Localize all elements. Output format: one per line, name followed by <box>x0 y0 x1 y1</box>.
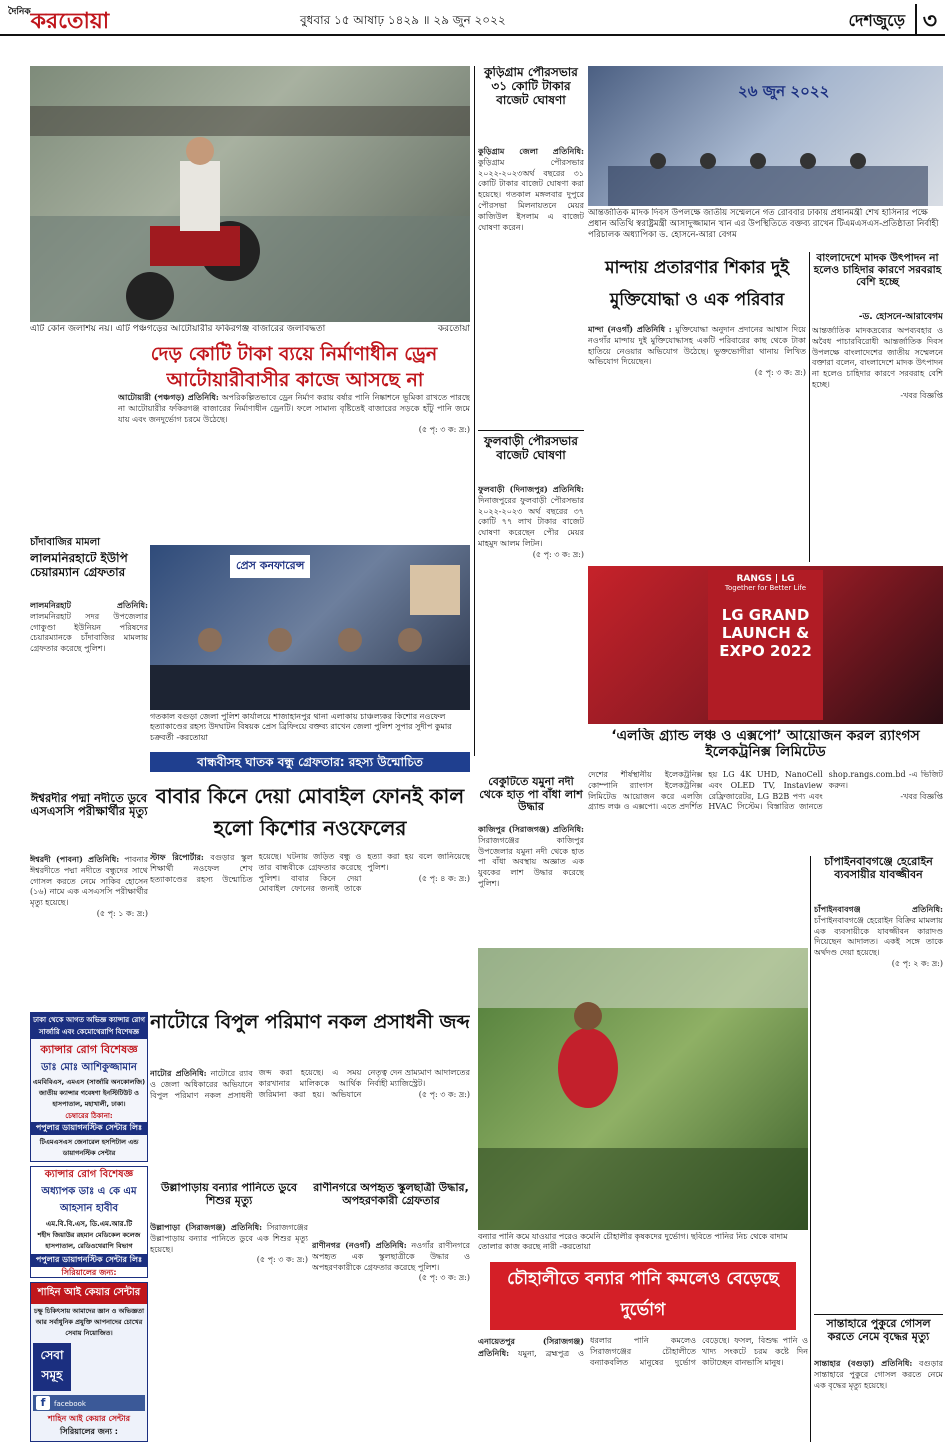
woman-farmer-icon <box>478 948 808 1230</box>
cancer-ad-1-chamber: চেম্বারের ঠিকানা: <box>65 1112 113 1120</box>
seated-guests-icon <box>588 66 943 206</box>
kurigram-dateline: কুড়িগ্রাম জেলা প্রতিনিধি: <box>478 146 584 156</box>
kurigram-headline: কুড়িগ্রাম পৌরসভার ৩১ কোটি টাকার বাজেট ঘোষণা <box>484 66 578 107</box>
ceremony-backdrop-date: ২৬ জুন ২০২২ <box>738 82 830 100</box>
kurigram-story <box>478 146 584 426</box>
cancer-ad-2-serial: সিরিয়ালের জন্য: <box>61 1268 117 1277</box>
eye-ad-serial: সিরিয়ালের জন্য : <box>60 1427 118 1436</box>
ullapara-headline: উল্লাপাড়ায় বন্যার পানিতে ডুবে শিশুর মৃত্যু <box>160 1182 298 1207</box>
natore-headline: নাটোরে বিপুল পরিমাণ নকল প্রসাধনী জব্দ <box>150 1011 470 1033</box>
police-officers-icon <box>150 545 470 710</box>
raninagar-body: নওগাঁর রাণীনগরে অপহৃত এক স্কুলছাত্রীকে উদ্ধার ও অপহরণকারীকে গ্রেফতার করেছে পুলিশ। <box>312 1241 470 1272</box>
lg-brand: RANGS | LG <box>736 574 795 584</box>
chapai-body: চাঁপাইনবাবগঞ্জে হেরোইন বিক্রির মামলায় এক ব্যবসায়ীকে যাবজ্জীবন কারাদণ্ড দিয়েছেন আদালত। একই সঙ্গে তাকে অর্থদণ্ড দেয়া হয়েছে। <box>814 915 943 958</box>
press-caption: গতকাল বগুড়া জেলা পুলিশ কার্যালয়ে শাজাহানপুর থানা এলাকায় চাঞ্চল্যকর কিশোর নওফেল হত্যাকাণ্ডের রহস্য উদঘাটন বিষয়ক প্রেস ব্রিফিংয়ে বক্তব্য রাখেন জেলা পুলিশ সুপার সুদীপ কুমার চক্রবর্তী -করতোয়া <box>150 712 452 742</box>
ceremony-caption: আন্তর্জাতিক মাদক দিবস উপলক্ষে জাতীয় সম্মেলনে গত রোববার ঢাকায় প্রধানমন্ত্রী শেখ হাসিনার পক্ষে প্রধান অতিথি স্বরাষ্ট্রমন্ত্রী আসাদুজ্জামান খান এর উপস্থিতিতে বক্তব্য রাখেন টিএমএসএস-প্রতিষ্ঠাতা নির্বাহী পরিচালক অধ্যাপিকা ড. হোসনে-আরা বেগম <box>588 208 939 241</box>
chadabaji-headline: লালমনিরহাটে ইউপি চেয়ারম্যান গ্রেফতার <box>30 552 128 579</box>
eye-care-ad <box>30 1282 148 1442</box>
cancer-ad-2 <box>30 1166 148 1278</box>
natore-cont: (৫ পৃ: ৩ ক: দ্র:) <box>418 1089 470 1099</box>
ishwardi-dateline: ঈশ্বরদী (পাবনা) প্রতিনিধি: <box>30 854 120 864</box>
lg-source: -খবর বিজ্ঞপ্তি <box>900 791 943 801</box>
raninagar-dateline: রাণীনগর (নওগাঁ) প্রতিনিধি: <box>312 1240 407 1250</box>
chapai-headline: চাঁপাইনবাবগঞ্জে হেরোইন ব্যবসায়ীর যাবজ্জীবন <box>824 856 933 881</box>
cancer-ad-1-hospital: টিএমএসএস জেনারেল হসপিটাল এন্ড ডায়াগনস্টিক সেন্টার <box>39 1138 139 1157</box>
ceremony-photo <box>588 66 943 206</box>
ishwardi-cont: (৫ পৃ: ১ ক: দ্র:) <box>96 908 148 918</box>
lg-body: দেশের শীর্ষস্থানীয় ইলেকট্রনিক্স কোম্পানি র‍্যাংগস ইলেকট্রনিক্স লিমিটেড আয়োজন করে এলজি গ্র্যান্ড লঞ্চ ও এক্সপো। এতে প্রদর্শিত হয় LG 4K UHD, NanoCell এবং OLED TV, Instaview রেফ্রিজারেটর, LG B2B পণ্য এবং HVAC সিস্টেম। বিস্তারিত জানতে shop.rangs.com.bd -এ ভিজিট করুন। <box>588 770 943 812</box>
lead-headline-line2: আটোয়ারীবাসীর কাজে আসছে না <box>166 369 424 388</box>
masthead <box>0 0 945 36</box>
flood-body: যমুনা, ব্রহ্মপুত্র ও ধরলার পানি কমলেও সিরাজগঞ্জের চৌহালীতে বন্যাকবলিত মানুষের দুর্ভোগ বেড়েছে। ফসল, বিশুদ্ধ পানি ও খাদ্য সংকটে চরম কষ্টে দিন কাটাচ্ছেন বানভাসি মানুষ। <box>518 1336 808 1367</box>
cancer-ad-2-quals: এম.বি.বি.এস, ডি.এম.আর.টি <box>45 1220 133 1228</box>
chadabaji-dateline: লালমনিরহাট প্রতিনিধি: <box>30 600 148 610</box>
flood-photo <box>478 948 808 1230</box>
manda-cont: (৫ পৃ: ৩ ক: দ্র:) <box>754 368 806 378</box>
nawfel-band: বান্ধবীসহ ঘাতক বন্ধু গ্রেফতার: রহস্য উন্মোচিত <box>150 752 470 772</box>
drug-story <box>812 326 943 556</box>
eye-ad-services: সেবা সমূহ <box>33 1343 71 1391</box>
flood-dateline: এনায়েতপুর (সিরাজগঞ্জ) প্রতিনিধি: <box>478 1336 584 1358</box>
facebook-icon: f facebook <box>33 1395 145 1411</box>
flood-caption: বন্যার পানি কমে যাওয়ার পরেও কমেনি চৌহালীর কৃষকদের দুর্ভোগ। ছবিতে পানির নিচ থেকে বাদাম তোলার কাজ করছে নারী -করতোয়া <box>478 1232 788 1252</box>
lg-banner-line3: EXPO 2022 <box>719 642 812 660</box>
drug-byline: -ড. হোসনে-আরাবেগম <box>858 312 943 322</box>
flood-credit: -করতোয়া <box>559 1242 591 1252</box>
press-credit: -করতোয়া <box>176 732 208 742</box>
nawfel-story <box>150 852 470 1004</box>
cancer-ad-1-doctor: ডাঃ মোঃ আশিকুজ্জামান <box>41 1062 137 1073</box>
manda-body: মুক্তিযোদ্ধা অনুদান প্রদানের আশ্বাস দিয়ে নওগাঁর মান্দায় দুই মুক্তিযোদ্ধাসহ একটি পরিবারের কাছ থেকে টাকা হাতিয়ে নেওয়ার অভিযোগ উঠেছে। ভুক্তভোগীরা থানায় লিখিত অভিযোগ দিয়েছেন। <box>588 325 806 367</box>
nawfel-body: বগুড়ার স্কুল শিক্ষার্থী নওফেল শেখ হত্যাকাণ্ডের রহস্য উন্মোচিত হয়েছে। ঘটনায় জড়িত বন্ধু ও তার বান্ধবীকে গ্রেফতার করেছে পুলিশ। বাবার কিনে দেয়া মোবাইল ফোনের জন্যই তাকে হত্যা করা হয় বলে জানিয়েছে পুলিশ। <box>150 852 470 894</box>
manda-dateline: মান্দা (নওগাঁ) প্রতিনিধি : <box>588 324 672 334</box>
nawfel-dateline: স্টাফ রিপোর্টার: <box>150 852 204 862</box>
santahar-story <box>814 1358 943 1442</box>
lg-headline: ‘এলজি গ্র্যান্ড লঞ্চ ও এক্সপো’ আয়োজন করল র‍্যাংগস ইলেকট্রনিক্স লিমিটেড <box>611 728 920 761</box>
eye-ad-sub: চক্ষু চিকিৎসায় আমাদের জ্ঞান ও অভিজ্ঞতা আর সর্বাধুনিক প্রযুক্তি আপনাদের চোখের সেবায় নিয়োজিত। <box>33 1307 145 1337</box>
natore-story <box>150 1068 470 1176</box>
fulbari-headline: ফুলবাড়ী পৌরসভার বাজেট ঘোষণা <box>478 430 584 482</box>
raninagar-cont: (৫ পৃ: ৩ ক: দ্র:) <box>418 1273 470 1283</box>
bekuti-dateline: কাজিপুর (সিরাজগঞ্জ) প্রতিনিধি: <box>478 824 584 834</box>
eye-ad-name2: শাহিন আই কেয়ার সেন্টার <box>48 1414 130 1423</box>
santahar-body: বগুড়ার সান্তাহারে পুকুরে গোসল করতে নেমে এক বৃদ্ধের মৃত্যু হয়েছে। <box>814 1359 943 1390</box>
cancer-ad-2-title: ক্যান্সার রোগ বিশেষজ্ঞ <box>44 1169 134 1180</box>
ishwardi-body: পাবনার ঈশ্বরদীতে পদ্মা নদীতে বন্ধুদের সাথে গোসল করতে নেমে সাকিব হোসেন (১৬) নামে এক এসএসসি পরীক্ষার্থীর মৃত্যু হয়েছে। <box>30 855 148 908</box>
lg-banner-line1: LG GRAND <box>721 606 810 624</box>
press-conference-photo <box>150 545 470 710</box>
lg-story <box>588 770 943 850</box>
lead-story <box>118 392 470 532</box>
lead-photo-credit: করতোয়া <box>437 324 470 334</box>
motorcycle-rider-icon <box>30 66 470 322</box>
lead-body: অপরিকল্পিতভাবে ড্রেন নির্মাণ করায় বর্ষার পানি নিষ্কাশনে ভূমিকা রাখতে পারছে না আটোয়ারীর ফকিরগঞ্জ বাজারের নির্মাণাধীন ড্রেনটি। ফলে সামান্য বৃষ্টিতেই বাজারের সড়কে হাঁটু পানি জমে যায় এবং জনদুর্ভোগ চরমে উঠেছে। <box>118 393 470 424</box>
cancer-ad-1-inst: জাতীয় ক্যান্সার গবেষণা ইনস্টিটিউট ও হাসপাতাল, মহাখালী, ঢাকা। <box>39 1089 139 1108</box>
cancer-ad-1-title: ক্যান্সার রোগ বিশেষজ্ঞ <box>40 1043 138 1056</box>
cancer-ad-1-top: ঢাকা থেকে আগত অভিজ্ঞ ক্যান্সার রোগ সার্জারি এবং কেমোথেরাপি বিশেষজ্ঞ <box>31 1013 147 1039</box>
flood-headline: চৌহালীতে বন্যার পানি কমলেও বেড়েছে দুর্ভোগ <box>490 1262 796 1330</box>
manda-headline: মান্দায় প্রতারণার শিকার দুই মুক্তিযোদ্ধা ও এক পরিবার <box>605 258 789 311</box>
nawfel-cont: (৫ পৃ: ৪ ক: দ্র:) <box>418 873 470 883</box>
chapai-dateline: চাঁপাইনবাবগঞ্জ প্রতিনিধি: <box>814 904 943 914</box>
chapai-story <box>814 904 943 1104</box>
ullapara-body: সিরাজগঞ্জের উল্লাপাড়ায় বন্যার পানিতে ডুবে এক শিশুর মৃত্যু হয়েছে। <box>150 1223 308 1254</box>
drug-headline: বাংলাদেশে মাদক উৎপাদন না হলেও চাহিদার কারণে সরবরাহ বেশি হচ্ছে <box>813 252 942 289</box>
manda-story <box>588 324 806 560</box>
page-number: ৩ <box>915 4 937 36</box>
santahar-headline: সান্তাহারে পুকুরে গোসল করতে নেমে বৃদ্ধের মৃত্যু <box>814 1314 943 1356</box>
ullapara-story <box>150 1222 308 1442</box>
natore-dateline: নাটোর প্রতিনিধি: <box>150 1068 207 1078</box>
flood-story <box>478 1336 808 1442</box>
waterlogging-photo <box>30 66 470 322</box>
fulbari-story <box>478 484 584 774</box>
lg-banner-line2: LAUNCH & <box>721 624 810 642</box>
section-name: দেশজুড়ে <box>848 11 905 30</box>
fulbari-dateline: ফুলবাড়ী (দিনাজপুর) প্রতিনিধি: <box>478 484 584 494</box>
cancer-ad-2-center: পপুলার ডায়াগনস্টিক সেন্টার লিঃ <box>31 1254 147 1267</box>
cancer-ad-1-center: পপুলার ডায়াগনস্টিক সেন্টার লিঃ <box>31 1122 147 1135</box>
lead-photo-caption: এটি কোন জলাশয় নয়। এটি পঞ্চগড়ের আটোয়ারীর ফকিরগঞ্জ বাজারের জলাবদ্ধতা <box>30 324 326 334</box>
natore-body: নাটোরে র‍্যাব ও জেলা অধিকারের অভিযানে বিপুল পরিমাণ নকল প্রসাধনী জব্দ করা হয়েছে। এ সময় কারখানার মালিককে আর্থিক জরিমানা করা হয়। অভিযানে নেতৃত্ব দেন ভ্রাম্যমাণ আদালতের নির্বাহী ম্যাজিস্ট্রেট। <box>150 1068 470 1100</box>
nawfel-headline: বাবার কিনে দেয়া মোবাইল ফোনই কাল হলো কিশোর নওফেলের <box>155 784 465 840</box>
column-rule <box>474 66 475 756</box>
lead-headline-line1: দেড় কোটি টাকা ব্যয়ে নির্মাণাধীন ড্রেন <box>150 343 438 364</box>
cancer-ad-1-quals: এমবিবিএস, এমএস (সার্জারি অনকোলজি) <box>32 1078 146 1086</box>
drug-source: -খবর বিজ্ঞপ্তি <box>900 390 943 400</box>
ullapara-dateline: উল্লাপাড়া (সিরাজগঞ্জ) প্রতিনিধি: <box>150 1222 263 1232</box>
lg-launch-photo <box>588 566 943 724</box>
lg-banner <box>708 570 823 720</box>
column-rule <box>809 252 810 562</box>
fulbari-cont: (৫ পৃ: ৩ ক: দ্র:) <box>532 549 584 559</box>
fulbari-body: দিনাজপুরের ফুলবাড়ী পৌরসভার ২০২২-২০২৩ অর্থ বছরের ৩৭ কোটি ৭৭ লাখ টাকার বাজেট ঘোষণা করেছেন পৌর মেয়র মাহমুদ আলম লিটন। <box>478 495 584 548</box>
cancer-ad-2-doctor: অধ্যাপক ডাঃ এ কে এম আহসান হাবীব <box>41 1186 137 1214</box>
raninagar-story <box>312 1240 470 1442</box>
lead-cont: (৫ পৃ: ৩ ক: দ্র:) <box>418 425 470 435</box>
chadabaji-story <box>30 600 148 790</box>
chadabaji-kicker: চাঁদাবাজির মামলা <box>30 537 101 548</box>
ishwardi-story <box>30 854 148 1004</box>
eye-ad-title: শাহিন আই কেয়ার সেন্টার <box>31 1283 147 1304</box>
ullapara-cont: (৫ পৃ: ৩ ক: দ্র:) <box>256 1255 308 1265</box>
raninagar-headline: রাণীনগরে অপহৃত স্কুলছাত্রী উদ্ধার, অপহরণকারী গ্রেফতার <box>313 1182 469 1207</box>
cancer-ad-1 <box>30 1012 148 1162</box>
kurigram-body: কুড়িগ্রাম পৌরসভার ২০২২-২০২৩অর্থ বছরের ৩১ কোটি টাকার বাজেট ঘোষণা করা হয়েছে। গতকাল মঙ্গলবার দুপুরে পৌরসভা মিলনায়তনে মেয়র কাজিউল ইসলাম এ বাজেট ঘোষণা করেন। <box>478 157 584 232</box>
drug-body: আন্তর্জাতিক মাদকদ্রব্যের অপব্যবহার ও অবৈধ পাচারবিরোধী আন্তর্জাতিক দিবস উপলক্ষে বাংলাদেশের জাতীয় সম্মেলনে বক্তারা বলেন, বাংলাদেশে মাদক উৎপাদন না হলেও চাহিদার কারণে সরবরাহ বেশি হচ্ছে। <box>812 326 943 389</box>
chadabaji-body: লালমনিরহাট সদর উপজেলার গোকুণ্ডা ইউনিয়ন পরিষদের চেয়ারম্যানকে চাঁদাবাজির মামলায় গ্রেফতার করেছে পুলিশ। <box>30 611 148 654</box>
issue-date: বুধবার ১৫ আষাঢ় ১৪২৯ ॥ ২৯ জুন ২০২২ <box>300 13 506 27</box>
lg-tagline: Together for Better Life <box>724 584 807 592</box>
bekuti-body: সিরাজগঞ্জের কাজিপুর উপজেলার যমুনা নদী থেকে হাত পা বাঁধা অবস্থায় অজ্ঞাত এক যুবকের লাশ উদ্ধার করেছে পুলিশ। <box>478 835 584 888</box>
facebook-f-icon: f <box>36 1396 50 1410</box>
cancer-ad-2-dept: শহীদ জিয়াউর রহমান মেডিকেল কলেজ হাসপাতাল, রেডিওথেরাপি বিভাগ <box>37 1231 141 1250</box>
bekuti-headline: বেকুটিতে যমুনা নদী থেকে হাত পা বাঁধা লাশ উদ্ধার <box>479 776 583 814</box>
press-banner: প্রেস কনফারেন্স <box>230 555 310 578</box>
chapai-cont: (৫ পৃ: ২ ক: দ্র:) <box>891 958 943 968</box>
column-rule <box>810 856 811 1442</box>
newspaper-logo: $^{দৈনিক}$করতোয়া <box>8 7 110 34</box>
ishwardi-headline: ঈশ্বরদীর পদ্মা নদীতে ডুবে এসএসসি পরীক্ষার্থীর মৃত্যু <box>30 792 148 819</box>
santahar-dateline: সান্তাহার (বগুড়া) প্রতিনিধি: <box>814 1358 913 1368</box>
lead-dateline: আটোয়ারী (পঞ্চগড়) প্রতিনিধি: <box>118 392 219 402</box>
bekuti-story <box>478 824 584 944</box>
